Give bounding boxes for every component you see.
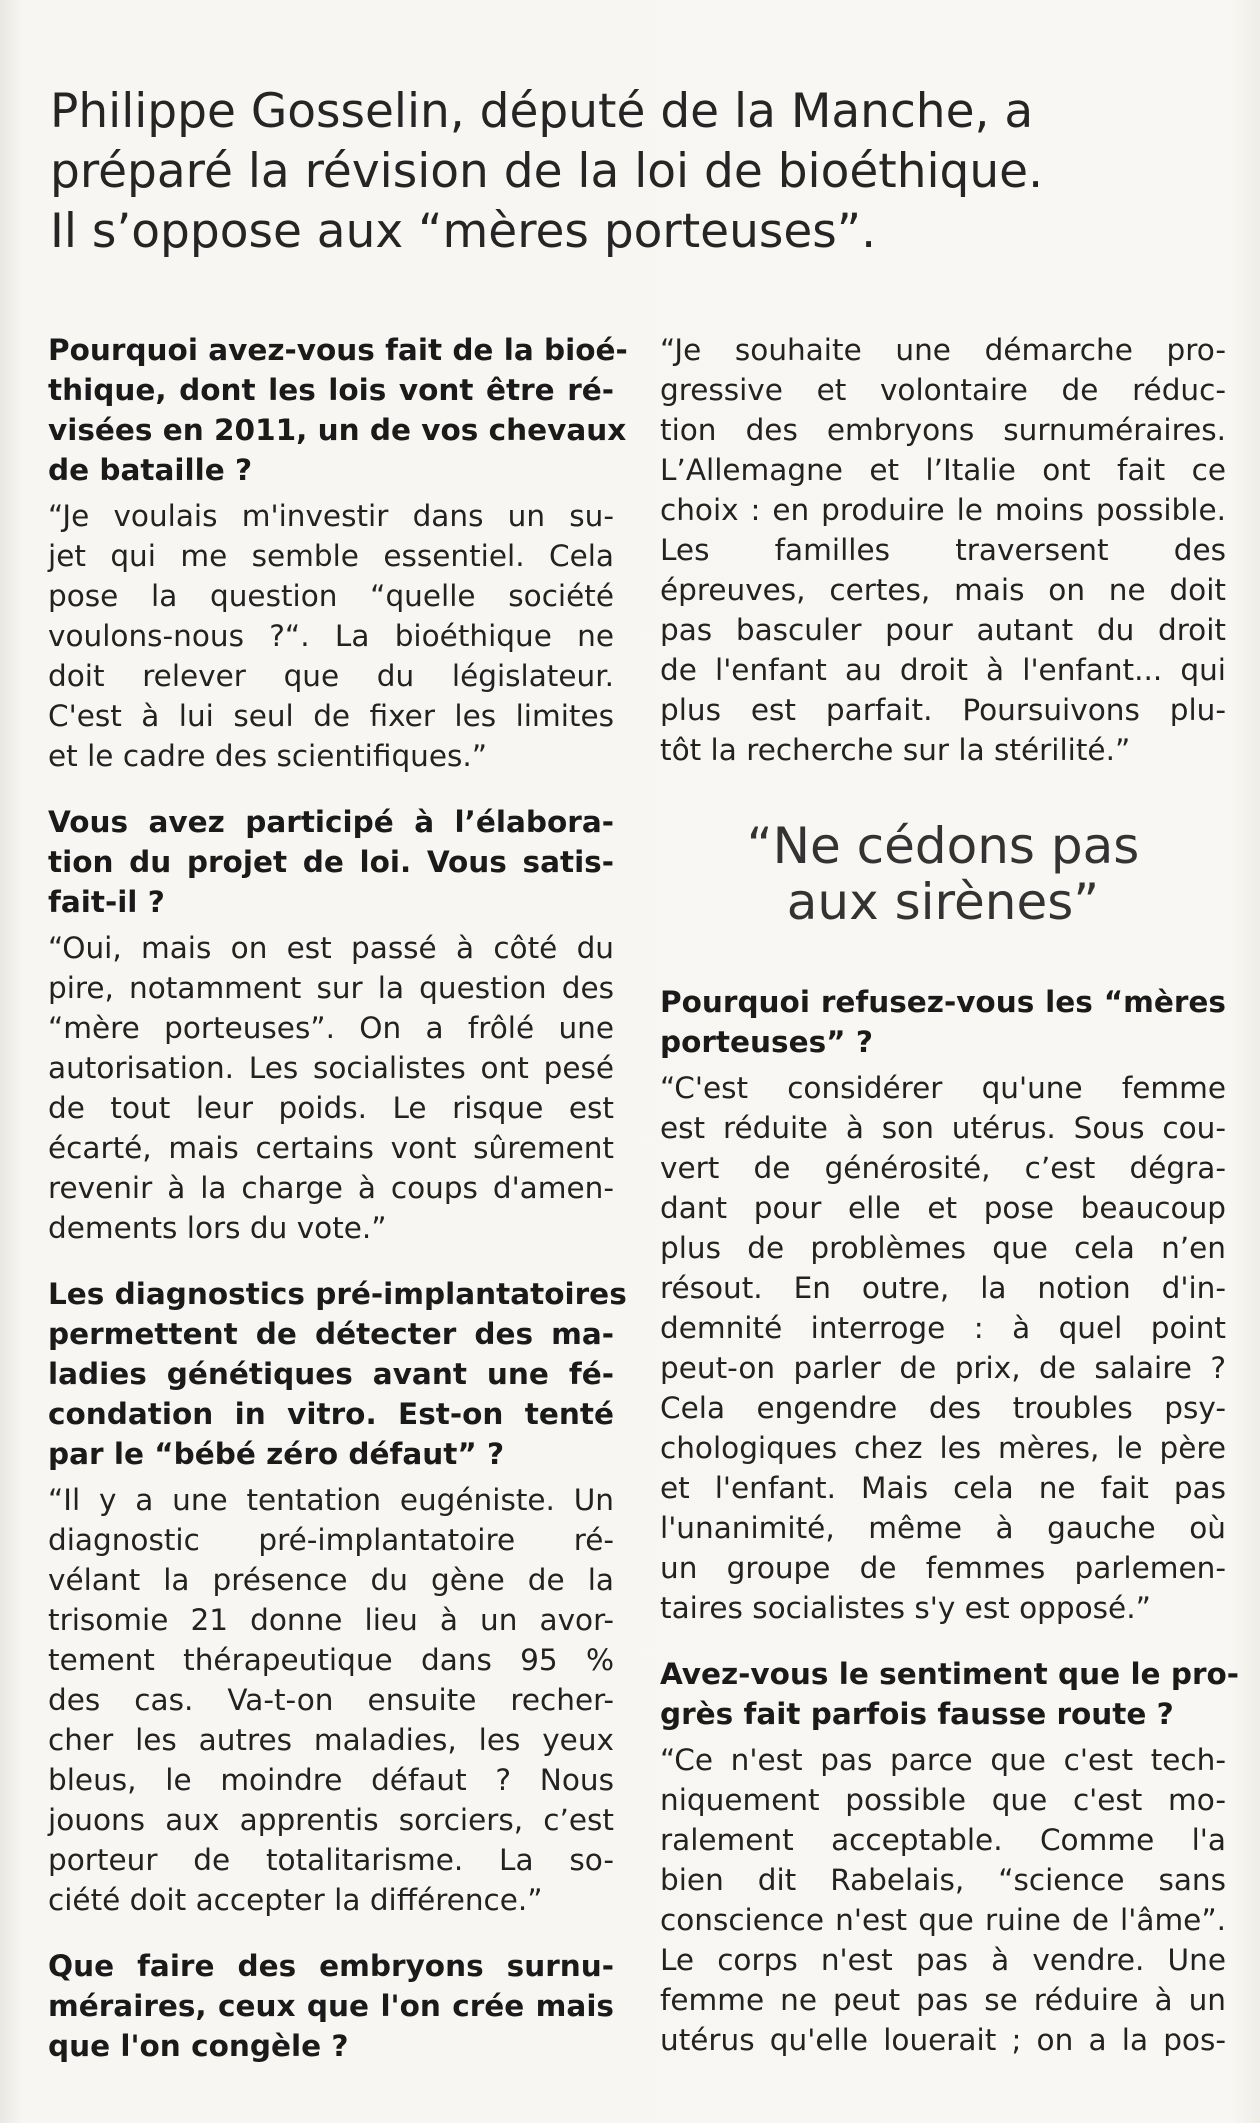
left-column — [48, 330, 628, 2072]
qa-block — [48, 1274, 627, 1920]
pull-quote — [660, 818, 1226, 930]
qa-block — [660, 1654, 1240, 2060]
interview-answer: “Oui, mais on est passé à côté du pire, notamment sur la question des “mère porteuses”. On a frôlé une autorisation. Les socialistes ont pesé de tout leur poids. Le risque est écarté, mais certains vont sûrement revenir à la charge à coups d'amen- dements lors du vote.” — [48, 931, 614, 1245]
pull-quote-line: “Ne cédons pas — [746, 817, 1140, 875]
pull-quote-line: aux sirènes” — [786, 873, 1100, 931]
interview-answer: “Je voulais m'investir dans un su- jet qui me semble essentiel. Cela pose la question “quelle société voulons-nous ?“. La bioéthique ne doit relever que du législateur. C'est à lui seul de fixer les limites et le cadre des scientifiques.” — [48, 499, 614, 773]
headline-line: Philippe Gosselin, député de la Manche, a — [50, 84, 1034, 139]
interview-answer: “C'est considérer qu'une femme est réduite à son utérus. Sous cou- vert de générosité, c’est dégra- dant pour elle et pose beaucoup plus de problèmes que cela n’en résout. En outre, la notion d'in- demnité interroge : à quel point peut-on parler de prix, de salaire ? Cela engendre des troubles psy- chologiques chez les mères, le père et l'enfant. Mais cela ne fait pas l'unanimité, même à gauche où un groupe de femmes parlemen- taires socialistes s'y est opposé.” — [660, 1071, 1226, 1625]
qa-block — [48, 330, 628, 776]
interview-question: Pourquoi avez-vous fait de la bioé- thique, dont les lois vont être ré- visées en 2011, un de vos chevaux de bataille ? — [48, 333, 628, 487]
headline-line: préparé la révision de la loi de bioéthique. — [50, 144, 1044, 199]
qa-block — [660, 982, 1226, 1628]
interview-question: Les diagnostics pré-implantatoires permettent de détecter des ma- ladies génétiques avant une fé- condation in vitro. Est-on tenté par le “bébé zéro défaut” ? — [48, 1277, 627, 1471]
interview-question: Avez-vous le sentiment que le pro- grès fait parfois fausse route ? — [660, 1657, 1240, 1731]
interview-question: Que faire des embryons surnu- méraires, ceux que l'on crée mais que l'on congèle ? — [48, 1949, 614, 2063]
headline-line: Il s’oppose aux “mères porteuses”. — [50, 204, 877, 259]
interview-answer: “Il y a une tentation eugéniste. Un diagnostic pré-implantatoire ré- vélant la présence du gène de la trisomie 21 donne lieu à un avor- tement thérapeutique dans 95 % des cas. Va-t-on ensuite recher- cher les autres maladies, les yeux bleus, le moindre défaut ? Nous jouons aux apprentis sorciers, c’est porteur de totalitarisme. La so- ciété doit accepter la différence.” — [48, 1483, 614, 1917]
right-column — [660, 330, 1240, 2086]
article-headline — [50, 82, 1230, 262]
interview-question: Vous avez participé à l’élabora- tion du projet de loi. Vous satis- fait-il ? — [48, 805, 614, 919]
qa-block — [48, 1946, 614, 2066]
interview-answer: “Ce n'est pas parce que c'est tech- niquement possible que c'est mo- ralement acceptable. Comme l'a bien dit Rabelais, “science sans conscience n'est que ruine de l'âme”. Le corps n'est pas à vendre. Une femme ne peut pas se réduire à un utérus qu'elle louerait ; on a la pos- — [660, 1743, 1226, 2057]
interview-answer-continued: “Je souhaite une démarche pro- gressive et volontaire de réduc- tion des embryons surnuméraires. L’Allemagne et l’Italie ont fait ce choix : en produire le moins possible. Les familles traversent des épreuves, certes, mais on ne doit pas basculer pour autant du droit de l'enfant au droit à l'enfant... qui plus est parfait. Poursuivons plu- tôt la recherche sur la stérilité.” — [660, 333, 1226, 767]
qa-block — [48, 802, 614, 1248]
interview-question: Pourquoi refusez-vous les “mères porteuses” ? — [660, 985, 1226, 1059]
